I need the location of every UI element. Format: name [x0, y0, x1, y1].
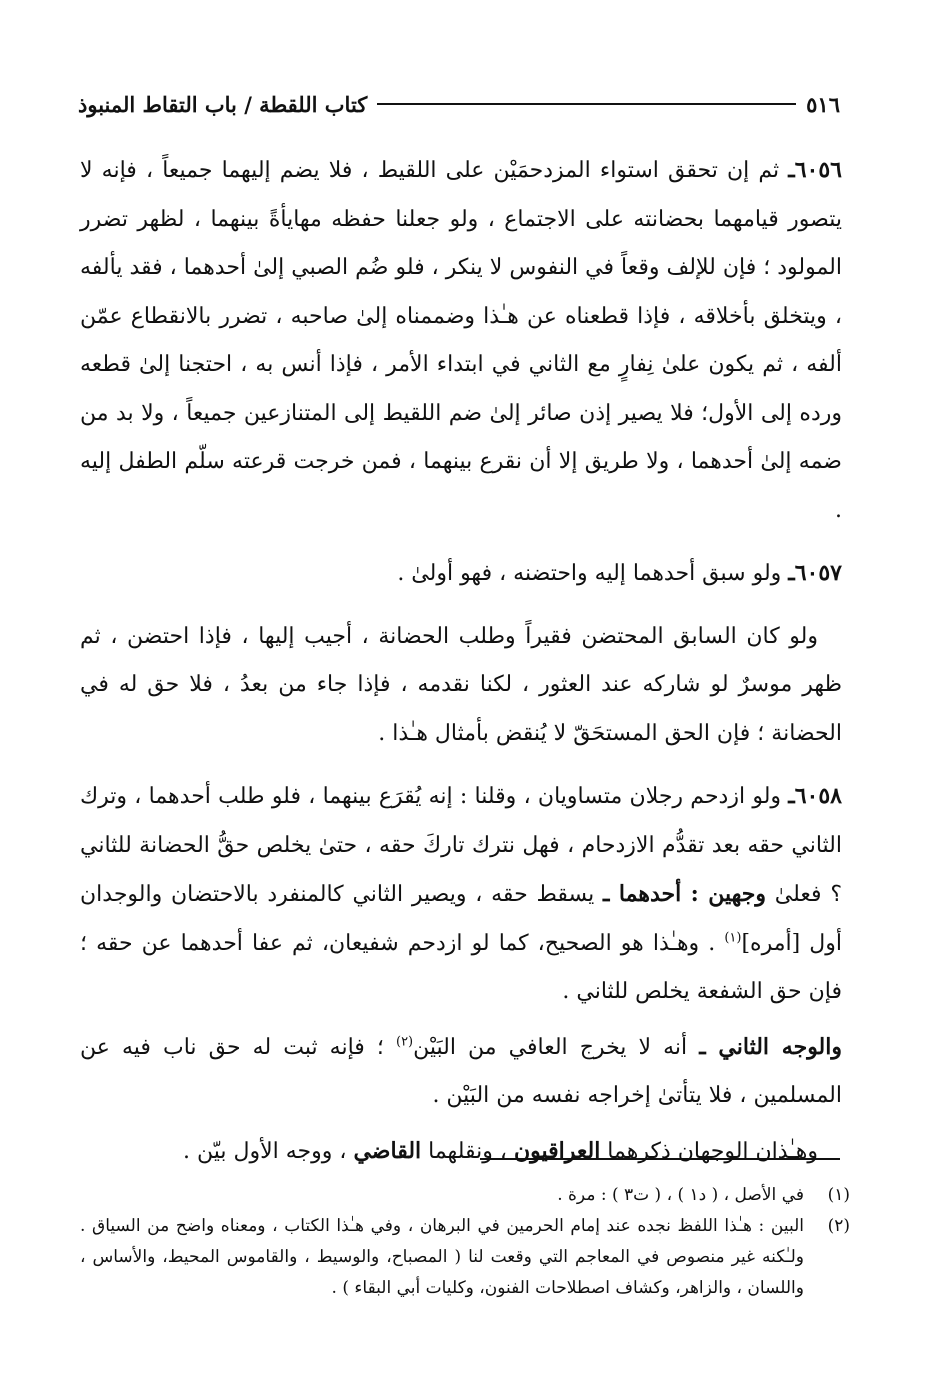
footnote-text: في الأصل ، ( د١ ) ، ( ت٣ ) : مرة . [557, 1185, 804, 1205]
footnote-label: (٢) [827, 1216, 850, 1236]
paragraph-final [80, 1127, 842, 1177]
paragraph-number: ٦٠٥٨ـ [788, 783, 842, 809]
paragraph-number: ٦٠٥٦ـ [788, 157, 842, 183]
paragraph-text: ثم إن تحقق استواء المزدحمَيْن على اللقيط ، فلا يضم إليهما جميعاً ، فإنه لا يتصور قيامهما بحضانته على الاجتماع ، ولو جعلنا حفظه مهايأةً بينهما ، لظهر تضرر المولود ؛ فإن للإلف وقعاً في النفوس لا ينكر ، فلو ضُم الصبي إلىٰ أحدهما ، فقد يألفه ، ويتخلق بأخلاقه ، فإذا قطعناه عن هـٰذا وضممناه إلىٰ صاحبه ، تضرر بالانقطاع عمّن ألفه ، ثم يكون علىٰ نِفارٍ مع الثاني في ابتداء الأمر ، فإذا أنس به ، احتجنا إلىٰ قطعه ورده إلى الأول؛ فلا يصير إذن صائر إلىٰ ضم اللقيط إلى المتنازعين جميعاً ، ولا بد من ضمه إلىٰ أحدهما ، ولا طريق إلا أن نقرع بينهما ، فمن خرجت قرعته سلّم الطفل إليه . [80, 158, 842, 523]
paragraph-text: ؛ فإنه ثبت له حق ناب فيه عن المسلمين ، فلا يتأتىٰ إخراجه نفسه من البَيْن . [80, 1034, 842, 1108]
paragraph-text: ولو سبق أحدهما إليه واحتضنه ، فهو أولىٰ . [397, 561, 789, 586]
paragraph-text: ولو ازدحم رجلان متساويان ، وقلنا : إنه يُقرَع بينهما ، فلو طلب أحدهما ، وترك الثاني حقه بعد تقدُّم الازدحام ، فهل نترك تاركَ حقه ، حتىٰ يخلص حقُّ الحضانة للثاني ؟ فعلىٰ [80, 784, 843, 907]
paragraph-text: ، ووجه الأول بيّن . [182, 1138, 354, 1164]
paragraph-text: ، ونقلهما [421, 1138, 514, 1164]
footnote-ref-1[interactable]: (١) [724, 930, 742, 946]
paragraph-text: يسقط حقه ، ويصير الثاني كالمنفرد بالاحتضان والوجدان أول [أمره] [80, 882, 842, 956]
page-number: ٥١٦ [806, 91, 840, 117]
footnote-2 [80, 1211, 850, 1304]
paragraph-6056 [80, 146, 842, 535]
emphasis-text: العراقيون [513, 1137, 601, 1164]
footnote-separator [480, 1158, 840, 1160]
footnote-1 [80, 1180, 850, 1211]
paragraph-second-view [80, 1023, 842, 1121]
running-header [78, 84, 840, 124]
paragraph-6058 [80, 772, 842, 1017]
paragraph-6057-continued [80, 613, 842, 759]
emphasis-text: القاضي [353, 1137, 422, 1164]
emphasis-text: والوجه الثاني ـ [699, 1033, 842, 1060]
header-rule [377, 103, 796, 105]
footnote-text: البين : هـٰذا اللفظ نجده عند إمام الحرمين في البرهان ، وفي هـٰذا الكتاب ، ومعناه واضح من السياق . ولـٰكنه غير منصوص في المعاجم التي وقعت لنا ( المصباح، والوسيط ، والقاموس المحيط، والأساس ، واللسان ، والزاهر، وكشاف اصطلاحات الفنون، وكليات أبي البقاء ) . [80, 1216, 804, 1298]
footnote-label: (١) [827, 1185, 850, 1205]
paragraph-text: . وهـٰذا هو الصحيح، كما لو ازدحم شفيعان، ثم عفا أحدهما عن حقه ؛ فإن حق الشفعة يخلص للثاني . [80, 930, 842, 1004]
footnotes [80, 1180, 850, 1304]
header-title: كتاب اللقطة / باب التقاط المنبوذ [78, 91, 368, 117]
paragraph-6057 [80, 549, 842, 599]
paragraph-text: أنه لا يخرج العافي من البَيْن [413, 1034, 700, 1060]
paragraph-number: ٦٠٥٧ـ [788, 560, 842, 586]
paragraph-text: وهـٰذان الوجهان ذكرهما [600, 1138, 818, 1164]
emphasis-text: وجهين : أحدهما ـ [603, 881, 766, 907]
main-text [80, 146, 842, 1176]
footnote-ref-2[interactable]: (٢) [395, 1034, 414, 1050]
paragraph-text: ولو كان السابق المحتضن فقيراً وطلب الحضانة ، أجيب إليها ، فإذا احتضن ، ثم ظهر موسرٌ لو شاركه عند العثور ، لكنا نقدمه ، فإذا جاء من بعدُ ، فلا حق له في الحضانة ؛ فإن الحق المستحَقّ لا يُنقض بأمثال هـٰذا . [80, 623, 842, 746]
